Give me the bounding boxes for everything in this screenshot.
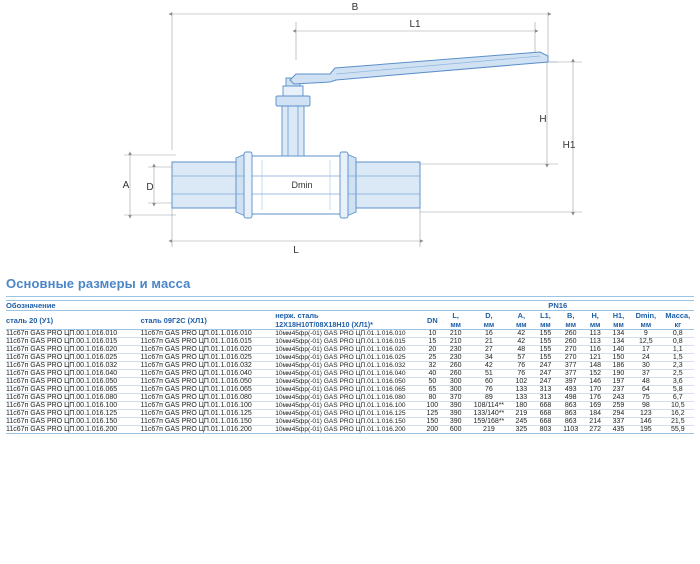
table-cell: 10мм45фр(-01) GAS PRO ЦП.01.1.016.065: [275, 386, 421, 394]
table-cell: 247: [533, 378, 558, 386]
table-cell: 247: [533, 362, 558, 370]
table-cell: 48: [510, 346, 533, 354]
table-cell: 200: [422, 426, 444, 434]
table-cell: 113: [583, 338, 606, 346]
col-steel20: сталь 20 (У1): [6, 311, 141, 330]
table-cell: 60: [468, 378, 510, 386]
table-row: [6, 418, 694, 426]
table-row: [6, 410, 694, 418]
table-cell: 230: [443, 346, 468, 354]
table-cell: 146: [630, 418, 661, 426]
table-cell: 10мм45фр(-01) GAS PRO ЦП.01.1.016.010: [275, 330, 421, 338]
table-cell: 2,5: [662, 370, 694, 378]
table-cell: 2,3: [662, 362, 694, 370]
table-row: [6, 378, 694, 386]
table-cell: 214: [583, 418, 606, 426]
table-cell: 27: [468, 346, 510, 354]
table-cell: 133/140**: [468, 410, 510, 418]
col-h: H, мм: [583, 311, 606, 330]
col-dn: DN: [422, 311, 444, 330]
table-cell: 125: [422, 410, 444, 418]
table-cell: 184: [583, 410, 606, 418]
table-row: [6, 354, 694, 362]
col-b: B, мм: [558, 311, 584, 330]
table-cell: 17: [630, 346, 661, 354]
table-cell: 10: [422, 330, 444, 338]
table-cell: 1,1: [662, 346, 694, 354]
table-cell: 121: [583, 354, 606, 362]
table-cell: 247: [533, 370, 558, 378]
col-l: L, мм: [443, 311, 468, 330]
col-a: A, мм: [510, 311, 533, 330]
table-cell: 1,5: [662, 354, 694, 362]
dim-label-B: B: [351, 2, 359, 13]
table-cell: 260: [443, 362, 468, 370]
table-cell: 210: [443, 338, 468, 346]
table-cell: 76: [510, 370, 533, 378]
table-cell: 313: [533, 394, 558, 402]
table-cell: 20: [422, 346, 444, 354]
table-cell: 245: [510, 418, 533, 426]
table-cell: 294: [607, 410, 630, 418]
table-cell: 155: [533, 354, 558, 362]
table-cell: 1103: [558, 426, 584, 434]
table-cell: 140: [607, 346, 630, 354]
table-cell: 11с67п GAS PRO ЦП.01.1.016.020: [141, 346, 276, 354]
table-cell: 11с67п GAS PRO ЦП.01.1.016.010: [141, 330, 276, 338]
table-cell: 11с67п GAS PRO ЦП.00.1.016.200: [6, 426, 141, 434]
table-cell: 21,5: [662, 418, 694, 426]
table-cell: 243: [607, 394, 630, 402]
table-cell: 435: [607, 426, 630, 434]
table-cell: 42: [510, 338, 533, 346]
table-cell: 116: [583, 346, 606, 354]
table-cell: 195: [630, 426, 661, 434]
table-cell: 377: [558, 362, 584, 370]
table-cell: 75: [630, 394, 661, 402]
table-cell: 169: [583, 402, 606, 410]
table-cell: 0,8: [662, 338, 694, 346]
table-cell: 390: [443, 410, 468, 418]
table-cell: 123: [630, 410, 661, 418]
table-cell: 377: [558, 370, 584, 378]
col-h1: H1, мм: [607, 311, 630, 330]
dim-label-L: L: [293, 245, 299, 256]
table-cell: 325: [510, 426, 533, 434]
table-cell: 11с67п GAS PRO ЦП.01.1.016.015: [141, 338, 276, 346]
table-cell: 10мм45фр(-01) GAS PRO ЦП.01.1.016.050: [275, 378, 421, 386]
table-cell: 300: [443, 378, 468, 386]
table-cell: 150: [422, 418, 444, 426]
table-cell: 10мм45фр(-01) GAS PRO ЦП.01.1.016.015: [275, 338, 421, 346]
table-cell: 148: [583, 362, 606, 370]
col-l1: L1, мм: [533, 311, 558, 330]
table-cell: 37: [630, 370, 661, 378]
table-cell: 390: [443, 418, 468, 426]
table-cell: 219: [510, 410, 533, 418]
table-cell: 11с67п GAS PRO ЦП.00.1.016.015: [6, 338, 141, 346]
table-cell: 3,6: [662, 378, 694, 386]
table-row: [6, 330, 694, 338]
table-row: [6, 362, 694, 370]
table-cell: 180: [510, 402, 533, 410]
table-cell: 11с67п GAS PRO ЦП.00.1.016.020: [6, 346, 141, 354]
table-cell: 0,8: [662, 330, 694, 338]
table-cell: 100: [422, 402, 444, 410]
table-cell: 57: [510, 354, 533, 362]
table-cell: 10мм45фр(-01) GAS PRO ЦП.01.1.016.100: [275, 402, 421, 410]
table-cell: 10мм45фр(-01) GAS PRO ЦП.01.1.016.025: [275, 354, 421, 362]
table-cell: 803: [533, 426, 558, 434]
table-cell: 42: [510, 330, 533, 338]
table-cell: 55,9: [662, 426, 694, 434]
valve-technical-drawing: [0, 0, 700, 262]
table-cell: 146: [583, 378, 606, 386]
table-cell: 11с67п GAS PRO ЦП.01.1.016.125: [141, 410, 276, 418]
table-cell: 10мм45фр(-01) GAS PRO ЦП.01.1.016.080: [275, 394, 421, 402]
table-cell: 155: [533, 338, 558, 346]
table-cell: 11с67п GAS PRO ЦП.00.1.016.040: [6, 370, 141, 378]
table-cell: 5,8: [662, 386, 694, 394]
table-cell: 40: [422, 370, 444, 378]
table-cell: 113: [583, 330, 606, 338]
table-group-header-row: [6, 301, 694, 311]
dim-label-H: H: [539, 114, 547, 125]
table-row: [6, 426, 694, 434]
table-cell: 668: [533, 418, 558, 426]
table-cell: 102: [510, 378, 533, 386]
table-cell: 186: [607, 362, 630, 370]
table-cell: 134: [607, 338, 630, 346]
table-cell: 34: [468, 354, 510, 362]
table-cell: 152: [583, 370, 606, 378]
dim-label-H1: H1: [562, 140, 576, 151]
table-cell: 170: [583, 386, 606, 394]
table-cell: 150: [607, 354, 630, 362]
section-title: Основные размеры и масса: [6, 276, 191, 291]
table-cell: 133: [510, 394, 533, 402]
col-dmin: Dmin, мм: [630, 311, 661, 330]
table-cell: 30: [630, 362, 661, 370]
table-cell: 197: [607, 378, 630, 386]
dimensions-table: [6, 300, 694, 434]
table-cell: 10мм45фр(-01) GAS PRO ЦП.01.1.016.032: [275, 362, 421, 370]
table-cell: 272: [583, 426, 606, 434]
table-cell: 863: [558, 410, 584, 418]
table-cell: 11с67п GAS PRO ЦП.01.1.016.080: [141, 394, 276, 402]
table-cell: 11с67п GAS PRO ЦП.00.1.016.065: [6, 386, 141, 394]
table-cell: 11с67п GAS PRO ЦП.00.1.016.125: [6, 410, 141, 418]
table-cell: 668: [533, 410, 558, 418]
table-cell: 11с67п GAS PRO ЦП.00.1.016.100: [6, 402, 141, 410]
table-cell: 270: [558, 354, 584, 362]
table-cell: 48: [630, 378, 661, 386]
table-cell: 863: [558, 402, 584, 410]
table-cell: 10мм45фр(-01) GAS PRO ЦП.01.1.016.040: [275, 370, 421, 378]
table-cell: 64: [630, 386, 661, 394]
table-cell: 176: [583, 394, 606, 402]
table-cell: 11с67п GAS PRO ЦП.00.1.016.032: [6, 362, 141, 370]
dim-label-A: A: [122, 180, 130, 191]
table-column-header-row: [6, 311, 694, 330]
section-divider: [6, 296, 694, 297]
table-cell: 25: [422, 354, 444, 362]
table-cell: 32: [422, 362, 444, 370]
table-cell: 15: [422, 338, 444, 346]
dim-label-D: D: [146, 182, 154, 193]
table-cell: 51: [468, 370, 510, 378]
table-cell: 42: [468, 362, 510, 370]
table-cell: 337: [607, 418, 630, 426]
table-cell: 6,7: [662, 394, 694, 402]
table-row: [6, 394, 694, 402]
table-cell: 493: [558, 386, 584, 394]
table-cell: 80: [422, 394, 444, 402]
table-cell: 260: [558, 330, 584, 338]
table-cell: 133: [510, 386, 533, 394]
table-cell: 10мм45фр(-01) GAS PRO ЦП.01.1.016.020: [275, 346, 421, 354]
table-row: [6, 346, 694, 354]
table-cell: 11с67п GAS PRO ЦП.01.1.016.065: [141, 386, 276, 394]
col-mass: Масса, кг: [662, 311, 694, 330]
table-cell: 16: [468, 330, 510, 338]
table-cell: 159/168**: [468, 418, 510, 426]
table-cell: 155: [533, 346, 558, 354]
col-stainless: нерж. сталь 12Х18Н10Т/08Х18Н10 (ХЛ1)*: [275, 311, 421, 330]
table-cell: 134: [607, 330, 630, 338]
table-cell: 76: [468, 386, 510, 394]
col-steel09g2s: сталь 09Г2С (ХЛ1): [141, 311, 276, 330]
table-cell: 11с67п GAS PRO ЦП.00.1.016.010: [6, 330, 141, 338]
col-d: D, мм: [468, 311, 510, 330]
table-cell: 190: [607, 370, 630, 378]
table-cell: 9: [630, 330, 661, 338]
table-cell: 24: [630, 354, 661, 362]
table-cell: 259: [607, 402, 630, 410]
table-cell: 11с67п GAS PRO ЦП.01.1.016.032: [141, 362, 276, 370]
table-row: [6, 386, 694, 394]
table-cell: 370: [443, 394, 468, 402]
table-cell: 10мм45фр(-01) GAS PRO ЦП.01.1.016.150: [275, 418, 421, 426]
group-header-pn16: PN16: [422, 301, 694, 311]
table-cell: 11с67п GAS PRO ЦП.00.1.016.025: [6, 354, 141, 362]
table-cell: 210: [443, 330, 468, 338]
table-row: [6, 402, 694, 410]
table-cell: 11с67п GAS PRO ЦП.01.1.016.050: [141, 378, 276, 386]
table-cell: 498: [558, 394, 584, 402]
table-row: [6, 370, 694, 378]
table-cell: 11с67п GAS PRO ЦП.00.1.016.150: [6, 418, 141, 426]
table-cell: 11с67п GAS PRO ЦП.01.1.016.100: [141, 402, 276, 410]
table-cell: 390: [443, 402, 468, 410]
table-cell: 270: [558, 346, 584, 354]
table-cell: 50: [422, 378, 444, 386]
table-cell: 10мм45фр(-01) GAS PRO ЦП.01.1.016.200: [275, 426, 421, 434]
dim-label-L1: L1: [409, 19, 421, 30]
table-cell: 11с67п GAS PRO ЦП.01.1.016.200: [141, 426, 276, 434]
table-cell: 11с67п GAS PRO ЦП.01.1.016.025: [141, 354, 276, 362]
table-cell: 16,2: [662, 410, 694, 418]
table-cell: 65: [422, 386, 444, 394]
table-cell: 237: [607, 386, 630, 394]
table-cell: 397: [558, 378, 584, 386]
group-header-designation: Обозначение: [6, 301, 422, 311]
table-cell: 108/114**: [468, 402, 510, 410]
table-cell: 300: [443, 386, 468, 394]
dim-label-Dmin: Dmin: [291, 180, 313, 190]
table-cell: 11с67п GAS PRO ЦП.01.1.016.040: [141, 370, 276, 378]
table-cell: 230: [443, 354, 468, 362]
table-cell: 668: [533, 402, 558, 410]
table-cell: 11с67п GAS PRO ЦП.00.1.016.080: [6, 394, 141, 402]
table-cell: 10,5: [662, 402, 694, 410]
table-cell: 10мм45фр(-01) GAS PRO ЦП.01.1.016.125: [275, 410, 421, 418]
table-cell: 600: [443, 426, 468, 434]
table-cell: 219: [468, 426, 510, 434]
table-body: [6, 330, 694, 434]
table-cell: 89: [468, 394, 510, 402]
table-cell: 76: [510, 362, 533, 370]
table-cell: 11с67п GAS PRO ЦП.01.1.016.150: [141, 418, 276, 426]
table-row: [6, 338, 694, 346]
table-cell: 155: [533, 330, 558, 338]
table-cell: 313: [533, 386, 558, 394]
table-cell: 11с67п GAS PRO ЦП.00.1.016.050: [6, 378, 141, 386]
table-cell: 863: [558, 418, 584, 426]
table-cell: 21: [468, 338, 510, 346]
table-cell: 98: [630, 402, 661, 410]
table-cell: 260: [558, 338, 584, 346]
table-cell: 12,5: [630, 338, 661, 346]
table-cell: 260: [443, 370, 468, 378]
